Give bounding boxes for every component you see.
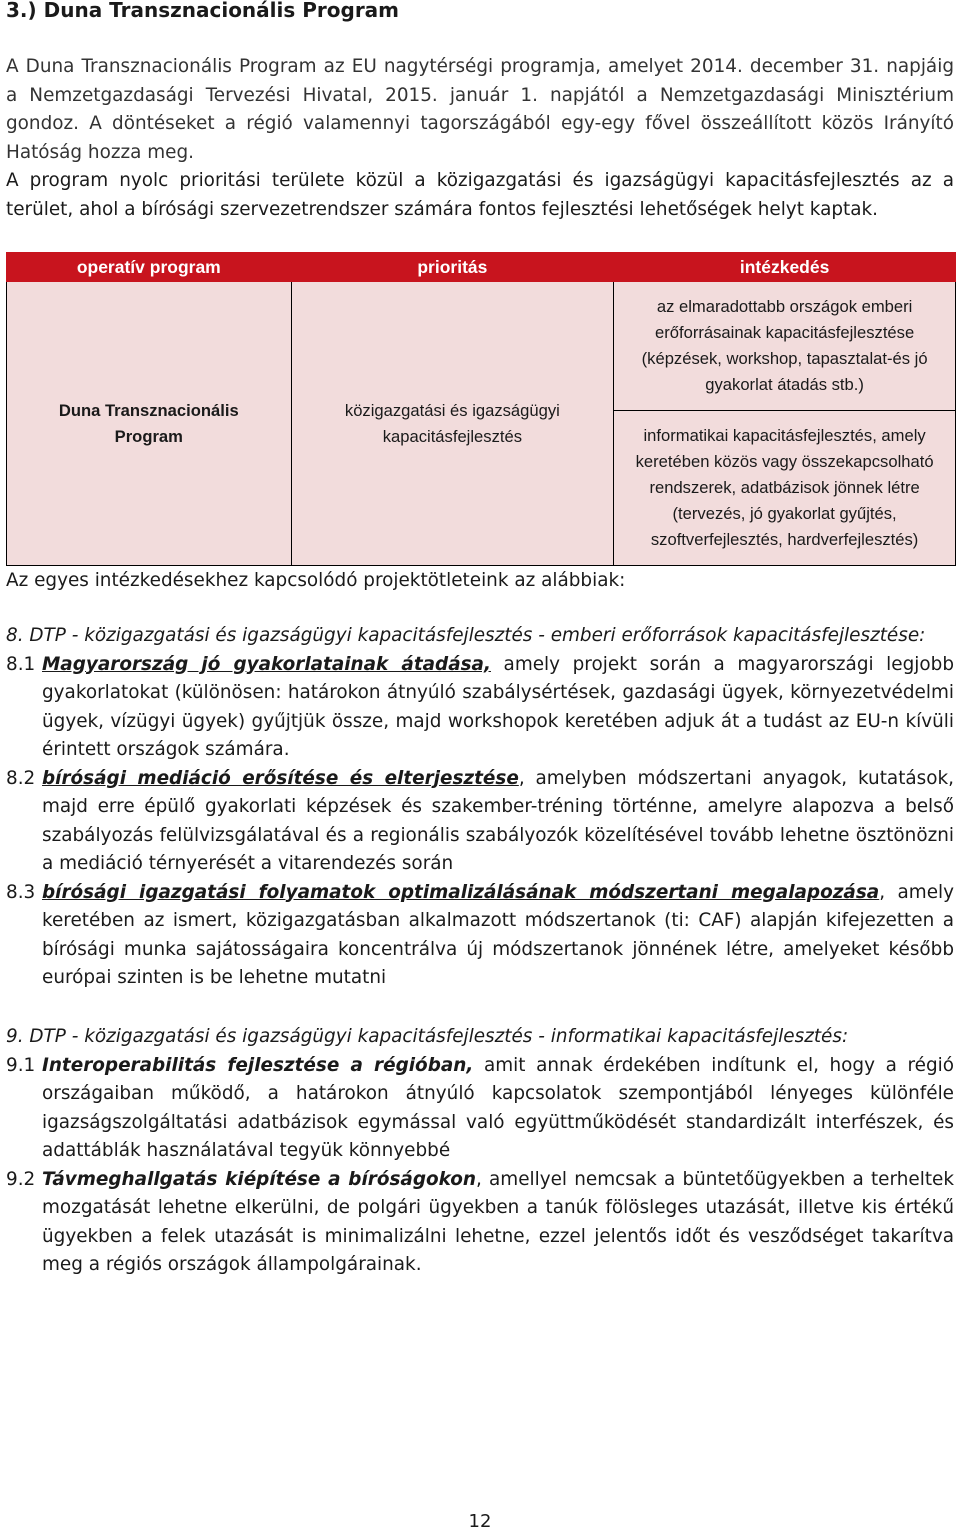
item-text: , amely keretében az ismert, közigazgatásban alkalmazott módszertanok (ti: CAF) alapján kifejezetten a bírósági munka sajátosságaira koncentrálva új módszertanok jönnének létre, amelyeket később európai szinten is be lehetne mutatni [42,881,955,988]
priority-cell [291,282,614,566]
list-item [6,1166,954,1280]
section-8 [6,622,954,993]
list-item [6,879,954,993]
item-text: , amelyben módszertani anyagok, kutatások, majd erre épülő gyakorlati képzések és szakember-tréning történne, amelyre alapozva a belső szabályozás felülvizsgálatával és a regionális szabályozók közelítésével tovább lehetne ösztönözni a mediáció térnyerését a vitarendezés során [42,767,954,874]
item-number: 9.1 [6,1054,36,1076]
item-number: 9.2 [6,1168,36,1190]
section-heading: 3.) Duna Transznacionális Program [6,0,400,22]
item-number: 8.1 [6,653,36,675]
item-text: , amellyel nemcsak a büntetőügyekben a terheltek mozgatását lehetne elkerülni, de polgári ügyekben a tanúk fölösleges utazását, illetve kis értékű ügyekben a felek utazását is minimalizálni lehetne, ezzel jelentős időt és vesződséget takarítva meg a régiós országok állampolgárainak. [42,1168,954,1275]
header-priority: prioritás [291,253,614,282]
page-number: 12 [468,1511,492,1532]
section-9-heading: 9. DTP - közigazgatási és igazságügyi kapacitásfejlesztés - informatikai kapacitásfejlesztés: [6,1026,849,1047]
intro-paragraph-1: A Duna Transznacionális Program az EU nagytérségi programja, amelyet 2014. december 31. napjáig a Nemzetgazdasági Tervezési Hivatal, 2015. január 1. napjától a Nemzetgazdasági Minisztérium gondoz. A döntéseket a régió valamennyi tagországából egy-egy fővel összeállított közös Irányító Hatóság hozza meg. [6,56,954,163]
intro-paragraph-2: A program nyolc prioritási területe közül a közigazgatási és igazságügyi kapacitásfejlesztés az a terület, ahol a bírósági szervezetrendszer számára fontos fejlesztési lehetőségek helyt kaptak. [6,170,954,220]
item-text: amely projekt során a magyarországi legjobb gyakorlatokat (különösen: határokon átnyúló szabálysértések, gazdasági ügyek, környezetvédelmi ügyek, vízügyi ügyek) gyűjtjük össze, majd workshopok keretében adjuk át a tudást az EU-n kívüli érintett országok számára. [42,653,954,760]
table-row [7,282,956,411]
item-title: Interoperabilitás fejlesztése a régióban, [42,1054,474,1076]
table-header-row [7,253,956,282]
program-name: Duna Transznacionális Program [58,400,239,446]
item-title: Távmeghallgatás kiépítése a bíróságokon [42,1168,476,1190]
program-table [6,252,956,566]
summary-line: Az egyes intézkedésekhez kapcsolódó projektötleteink az alábbiak: [6,570,626,591]
measure-cell-2: informatikai kapacitásfejlesztés, amely keretében közös vagy összekapcsolható rendszerek, adatbázisok jönnek létre (tervezés, jó gyakorlat gyűjtés, szoftverfejlesztés, hardverfejlesztés) [614,411,956,566]
list-item [6,1052,954,1166]
program-cell [7,282,292,566]
item-title: bírósági igazgatási folyamatok optimalizálásának módszertani megalapozása [42,881,880,903]
list-item [6,651,954,765]
item-title: bírósági mediáció erősítése és elterjesztése [42,767,519,789]
item-number: 8.2 [6,767,36,789]
header-operative-program: operatív program [7,253,292,282]
priority-name: közigazgatási és igazságügyi kapacitásfejlesztés [344,400,560,446]
item-title: Magyarország jó gyakorlatainak átadása, [42,653,491,675]
section-9 [6,1023,954,1280]
intro-text [6,53,954,224]
measure-cell-1: az elmaradottabb országok emberi erőforrásainak kapacitásfejlesztése (képzések, workshop, tapasztalat-és jó gyakorlat átadás stb.) [614,282,956,411]
header-measure: intézkedés [614,253,956,282]
item-number: 8.3 [6,881,36,903]
section-8-heading: 8. DTP - közigazgatási és igazságügyi kapacitásfejlesztés - emberi erőforrások kapacitásfejlesztése: [6,625,926,646]
item-text: amit annak érdekében indítunk el, hogy a régió országaiban működő, a határokon átnyúló kapcsolatok szempontjából lényeges különféle igazságszolgáltatási adatbázisok egymással való együttműködését standardizált interfészek, és adattáblák használatával tegyük könnyebbé [42,1054,954,1161]
list-item [6,765,954,879]
